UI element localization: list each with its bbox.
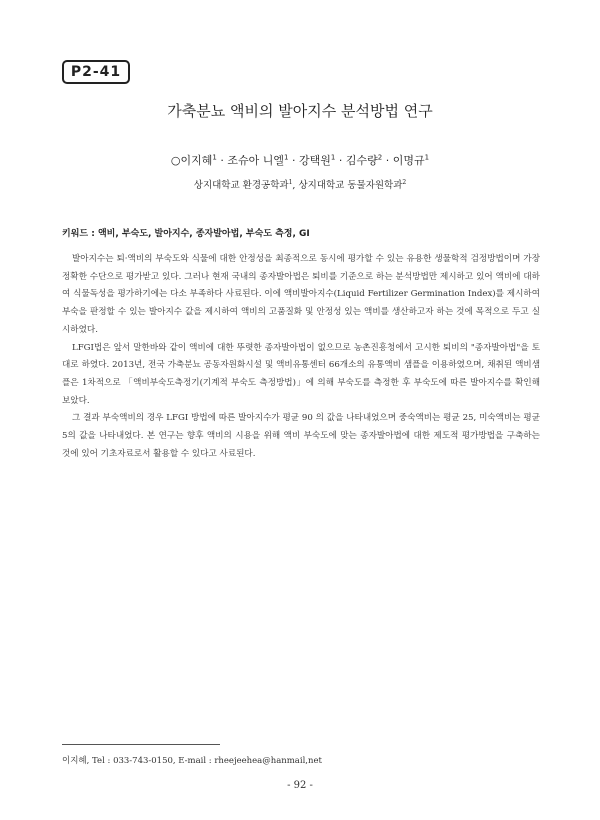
author-name: 이명규: [392, 154, 425, 167]
author-name: 조슈아 니엘: [227, 154, 285, 167]
author-name: 강택원: [299, 154, 331, 167]
keywords: 키워드 : 액비, 부숙도, 발아지수, 종자발아법, 부숙도 측정, GI: [62, 229, 310, 239]
paragraph: LFGI법은 앞서 말한바와 같이 액비에 대한 뚜렷한 종자발아법이 없으므로 농촌진흥청에서 고시한 퇴비의 "종자발아법"을 토대로 하였다. 2013년, 전국 가축분뇨 공동자원화시설 및 액비유통센터 66개소의 유통액비 샘플을 이용하였으며, 채취된 액비샘플은 1차적으로 「액비부숙도측정기(기계적 부숙도 측정방법)」에 의해 부숙도를 측정한 후 부숙도에 따른 발아지수를 확인해 보았다.: [62, 342, 540, 406]
paragraph: 발아지수는 퇴·액비의 부숙도와 식물에 대한 안정성을 최종적으로 동시에 평가할 수 있는 유용한 생물학적 검정방법이며 가장 정확한 수단으로 평가받고 있다. 그러나 현재 국내의 종자발아법은 퇴비를 기준으로 하는 분석방법만 제시하고 있어 액비에 대하여 식물독성을 평가하기에는 다소 부족하다 사료된다. 이에 액비발아지수(Liquid Fertilizer Germination Index)를 제시하여 부숙을 판정할 수 있는 발아지수 값을 제시하여 액비의 고품질화 및 안정성 있는 액비를 생산하고자 하는 것에 목적으로 두고 실시하였다.: [62, 254, 540, 335]
affiliation-1-mark: 1: [288, 178, 293, 186]
abstract-body: [62, 251, 540, 463]
affiliation-2: 상지대학교 동물자원학과: [298, 180, 403, 191]
author-prefix: ○: [170, 154, 181, 167]
author-affil-mark: 1: [424, 153, 430, 162]
author-name: 김수량: [345, 154, 378, 167]
affiliations: [0, 177, 600, 191]
affiliation-1: 상지대학교 환경공학과: [193, 180, 289, 191]
paper-title: 가축분뇨 액비의 발아지수 분석방법 연구: [167, 102, 433, 120]
footnote-divider: [62, 744, 220, 745]
author-affil-mark: 1: [284, 153, 289, 162]
author-affil-mark: 1: [212, 153, 217, 162]
author-prefix: ·: [288, 154, 299, 167]
author-prefix: ·: [216, 154, 228, 167]
author-prefix: ·: [382, 154, 393, 167]
affiliation-2-mark: 2: [402, 178, 407, 186]
author-list: [0, 152, 600, 168]
author-name: 이지혜: [180, 154, 213, 167]
poster-id-badge: P2-41: [62, 60, 130, 84]
author-prefix: ·: [335, 154, 346, 167]
footnote-contact: 이지혜, Tel : 033-743-0150, E-mail : rheejeehea@hanmail,net: [62, 756, 322, 766]
author-affil-mark: 2: [377, 153, 383, 162]
page-number: - 92 -: [287, 780, 313, 791]
paragraph: 그 결과 부숙액비의 경우 LFGI 방법에 따른 발아지수가 평균 90 의 값을 나타내었으며 중숙액비는 평균 25, 미숙액비는 평균 5의 값을 나타내었다. 본 연구는 향후 액비의 시용을 위해 액비 부숙도에 맞는 종자발아법에 대한 제도적 평가방법을 구축하는 것에 있어 기초자료로서 활용할 수 있다고 사료된다.: [62, 413, 540, 459]
author-affil-mark: 1: [330, 153, 336, 162]
affiliation-separator: ,: [292, 180, 299, 191]
